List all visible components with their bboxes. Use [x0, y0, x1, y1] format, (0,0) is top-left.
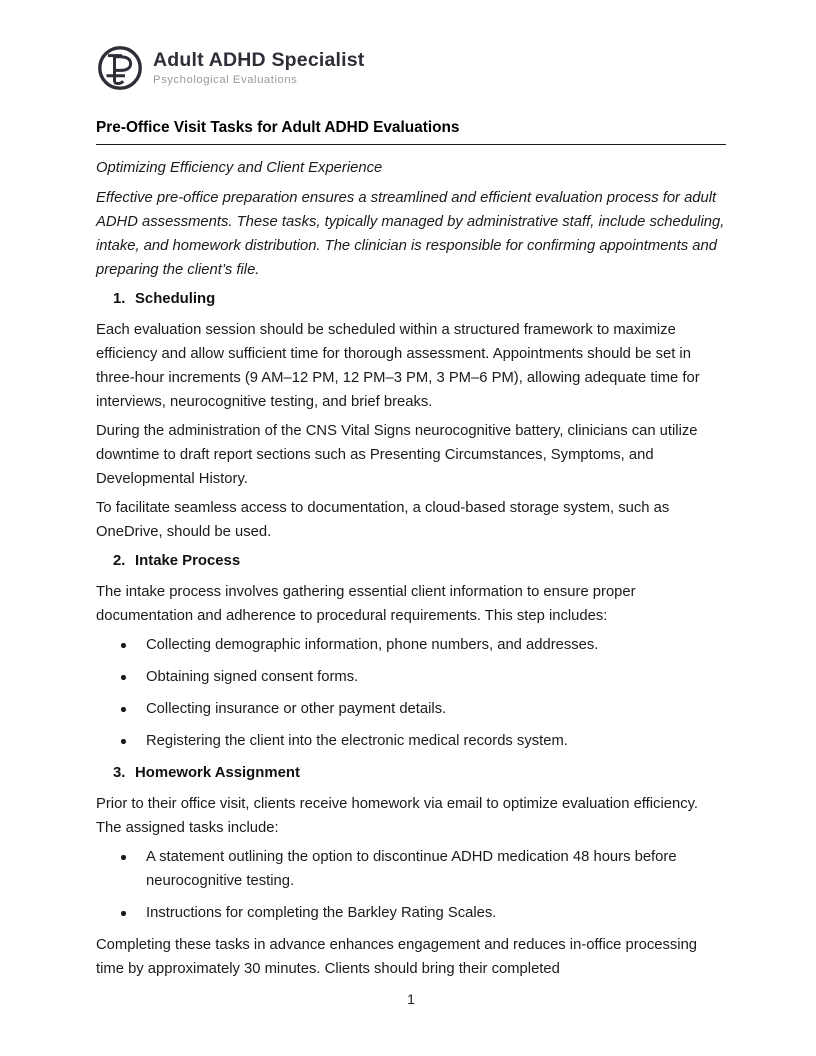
section-title: Intake Process — [135, 553, 241, 569]
section-number: 3. — [113, 765, 126, 781]
paragraph: Prior to their office visit, clients receive homework via email to optimize evaluation efficiency. The assigned tasks include: — [96, 796, 698, 836]
intake-bullet-list — [96, 633, 726, 753]
list-item — [96, 901, 726, 925]
list-item-text: Collecting demographic information, phone numbers, and addresses. — [146, 637, 599, 653]
list-item — [96, 633, 726, 657]
section-title: Scheduling — [135, 291, 216, 307]
document-subtitle: Optimizing Efficiency and Client Experience — [96, 160, 383, 176]
bullet-dot — [121, 675, 126, 680]
brand-logo — [96, 44, 726, 92]
bullet-dot — [121, 707, 126, 712]
list-item — [96, 665, 726, 689]
bullet-dot — [121, 739, 126, 744]
section-number: 1. — [113, 291, 126, 307]
page-number: 1 — [407, 991, 415, 1007]
list-item-text: Registering the client into the electronic medical records system. — [146, 733, 568, 749]
list-item-text: Obtaining signed consent forms. — [146, 669, 359, 685]
bullet-dot — [121, 643, 126, 648]
bullet-dot — [121, 855, 126, 860]
list-item — [96, 729, 726, 753]
brand-text-block — [153, 50, 365, 85]
list-item-text: Instructions for completing the Barkley Rating Scales. — [146, 905, 497, 921]
intro-paragraph: Effective pre-office preparation ensures a streamlined and efficient evaluation process for adult ADHD assessments. These tasks, typically managed by administrative staff, include scheduling, intake, and homework distribution. The clinician is responsible for confirming appointments and preparing the client’s file. — [96, 190, 725, 278]
section-title: Homework Assignment — [135, 765, 300, 781]
list-item — [96, 845, 726, 893]
brand-name: Adult ADHD Specialist — [153, 49, 365, 72]
section-heading-homework-assignment — [96, 761, 726, 785]
list-item-text: Collecting insurance or other payment details. — [146, 701, 447, 717]
section-number: 2. — [113, 553, 126, 569]
section-heading-intake-process — [96, 549, 726, 573]
paragraph: To facilitate seamless access to documentation, a cloud-based storage system, such as OneDrive, should be used. — [96, 500, 670, 540]
paragraph: During the administration of the CNS Vital Signs neurocognitive battery, clinicians can utilize downtime to draft report sections such as Presenting Circumstances, Symptoms, and Developmental History. — [96, 423, 698, 487]
paragraph: Each evaluation session should be scheduled within a structured framework to maximize efficiency and allow sufficient time for thorough assessment. Appointments should be set in three-hour increments (9 AM–12 PM, 12 PM–3 PM, 3 PM–6 PM), allowing adequate time for interviews, neurocognitive testing, and brief breaks. — [96, 322, 700, 410]
brand-monogram-icon — [96, 44, 144, 92]
closing-paragraph: Completing these tasks in advance enhances engagement and reduces in-office processing time by approximately 30 minutes. Clients should bring their completed — [96, 937, 698, 977]
homework-bullet-list — [96, 845, 726, 925]
list-item-text: A statement outlining the option to discontinue ADHD medication 48 hours before neurocognitive testing. — [146, 849, 677, 889]
brand-tagline: Psychological Evaluations — [153, 73, 298, 86]
list-item — [96, 697, 726, 721]
bullet-dot — [121, 911, 126, 916]
document-title: Pre-Office Visit Tasks for Adult ADHD Evaluations — [96, 118, 726, 145]
section-heading-scheduling — [96, 287, 726, 311]
paragraph: The intake process involves gathering essential client information to ensure proper documentation and adherence to procedural requirements. This step includes: — [96, 584, 636, 624]
